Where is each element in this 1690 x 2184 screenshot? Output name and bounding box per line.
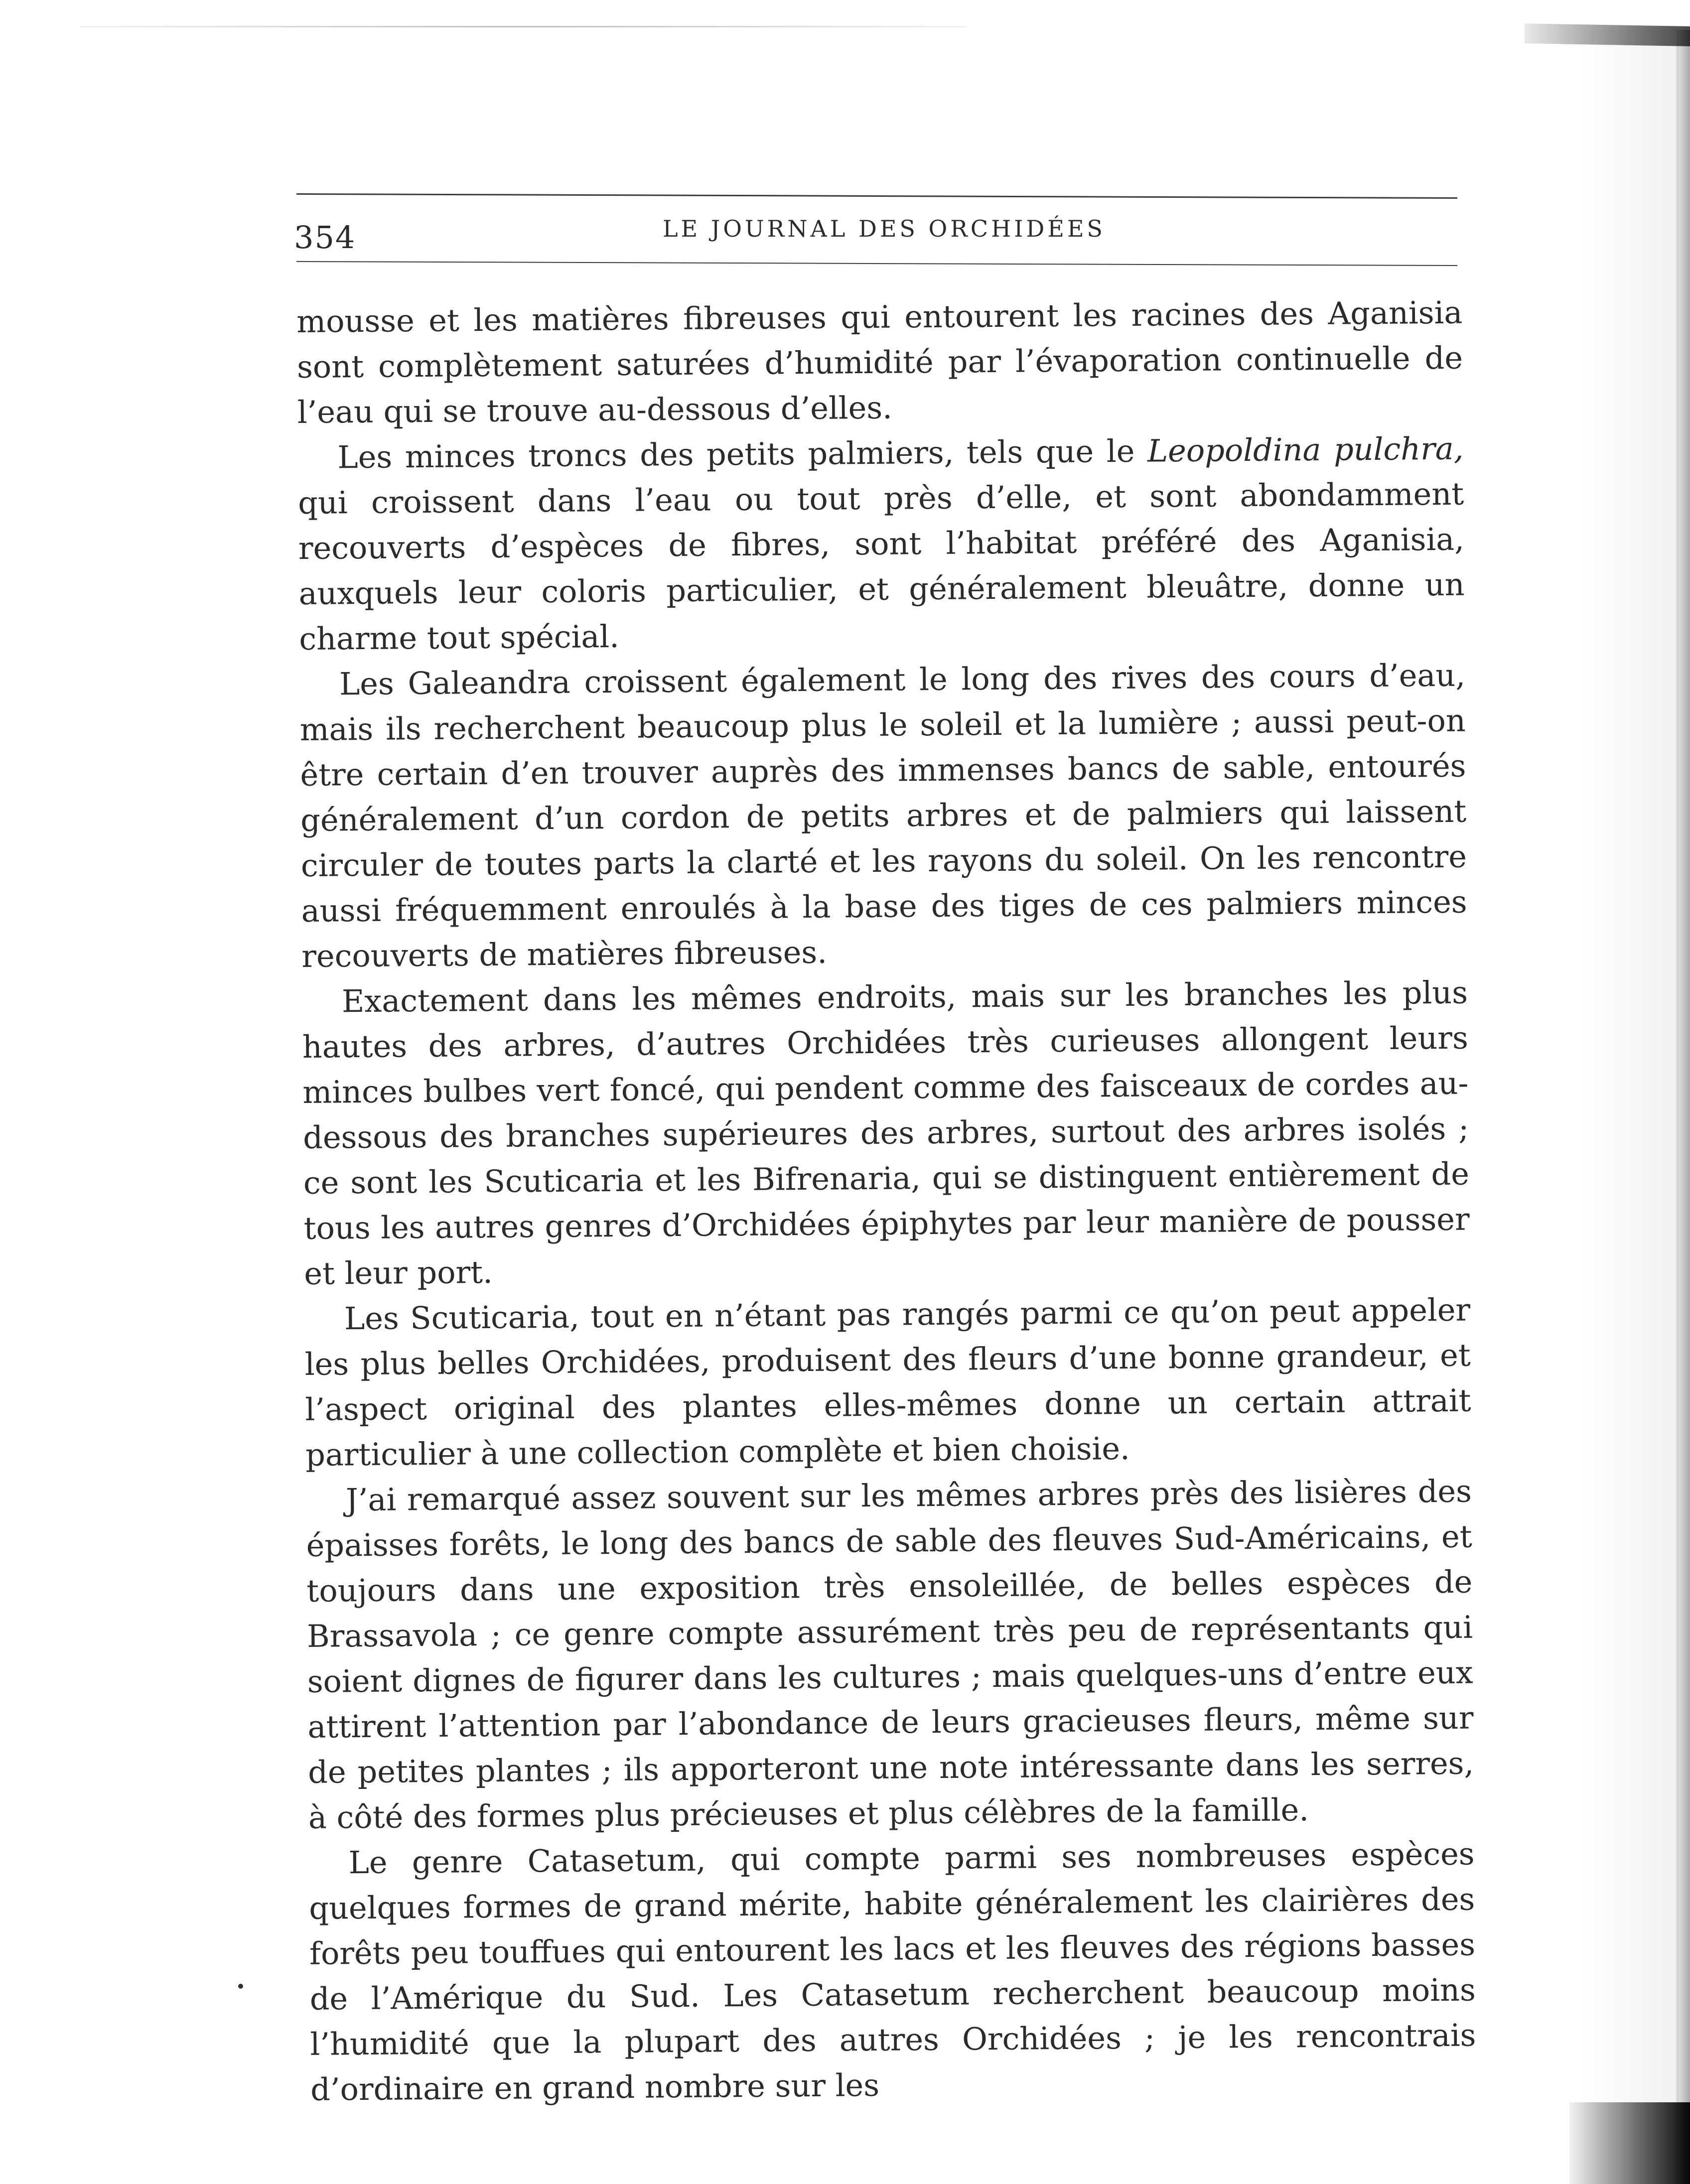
body-text — [296, 290, 1477, 2112]
page-shadow — [1579, 30, 1679, 2184]
scan-edge-right — [1676, 30, 1690, 2184]
paragraph: Le genre Catasetum, qui compte parmi ses nombreuses espèces quelques formes de grand mérite, habite généralement les clairières des forêts peu touffues qui entourent les lacs et les fleuves des régions basses de l’Amérique du Sud. Les Catasetum recherchent beaucoup moins l’humidité que la plupart des autres Orchidées ; je les rencontrais d’ordinaire en grand nombre sur les — [309, 1835, 1476, 2108]
paragraph-continued: mousse et les matières fibreuses qui entourent les racines des Aganisia sont complètement saturées d’humidité par l’évaporation continuelle de l’eau qui se trouve au-dessous d’elles. — [296, 294, 1463, 430]
page-number: 354 — [294, 219, 356, 256]
header-rule-bottom — [296, 261, 1457, 266]
paragraph: Exactement dans les mêmes endroits, mais sur les branches les plus hautes des arbres, d’autres Orchidées très curieuses allongent leurs minces bulbes vert foncé, qui pendent comme des faisceaux de cordes au-dessous des branches supérieures des arbres, surtout des arbres isolés ; ce sont les Scuticaria et les Bifrenaria, qui se distinguent entièrement de tous les autres genres d’Orchidées épiphytes par leur manière de pousser et leur port. — [302, 974, 1470, 1292]
paragraph — [297, 426, 1465, 662]
scan-edge-corner-bottom — [1569, 2102, 1690, 2184]
header-rule-top — [296, 193, 1457, 199]
paragraph-text: Les minces troncs des petits palmiers, tels que le — [337, 432, 1148, 476]
paragraph: Les Galeandra croissent également le long des rives des cours d’eau, mais ils recherchent beaucoup plus le soleil et la lumière ; aussi peut-on être certain d’en trouver auprès des immenses bancs de sable, entourés généralement d’un cordon de petits arbres et de palmiers qui laissent circuler de toutes parts la clarté et les rayons du soleil. On les rencontre aussi fréquemment enroulés à la base des tiges de ces palmiers minces recouverts de matières fibreuses. — [299, 657, 1467, 974]
paragraph: Les Scuticaria, tout en n’étant pas rangés parmi ce qu’on peut appeler les plus belles Orchidées, produisent des fleurs d’une bonne grandeur, et l’aspect original des plantes elles-mêmes donne un certain attrait particulier à une collection complète et bien choisie. — [304, 1291, 1471, 1473]
species-name: Leopoldina pulchra, — [1147, 430, 1464, 469]
scan-edge-corner-top — [1525, 23, 1690, 46]
scan-speck — [238, 1984, 243, 1989]
running-title: LE JOURNAL DES ORCHIDÉES — [663, 215, 1106, 242]
scan-edge-top — [80, 26, 967, 27]
paragraph-text: qui croissent dans l’eau ou tout près d’elle, et sont abondamment recouverts d’espèces de fibres, sont l’habitat préféré des Aganisia, auxquels leur coloris particulier, et généralement bleuâtre, donne un charme tout spécial. — [297, 475, 1465, 657]
paragraph: J’ai remarqué assez souvent sur les mêmes arbres près des lisières des épaisses forêts, le long des bancs de sable des fleuves Sud-Américains, et toujours dans une exposition très ensoleillée, de belles espèces de Brassavola ; ce genre compte assurément très peu de représentants qui soient dignes de figurer dans les cultures ; mais quelques-uns d’entre eux attirent l’attention par l’abondance de leurs gracieuses fleurs, même sur de petites plantes ; ils apporteront une note intéressante dans les serres, à côté des formes plus précieuses et plus célèbres de la famille. — [306, 1473, 1474, 1836]
